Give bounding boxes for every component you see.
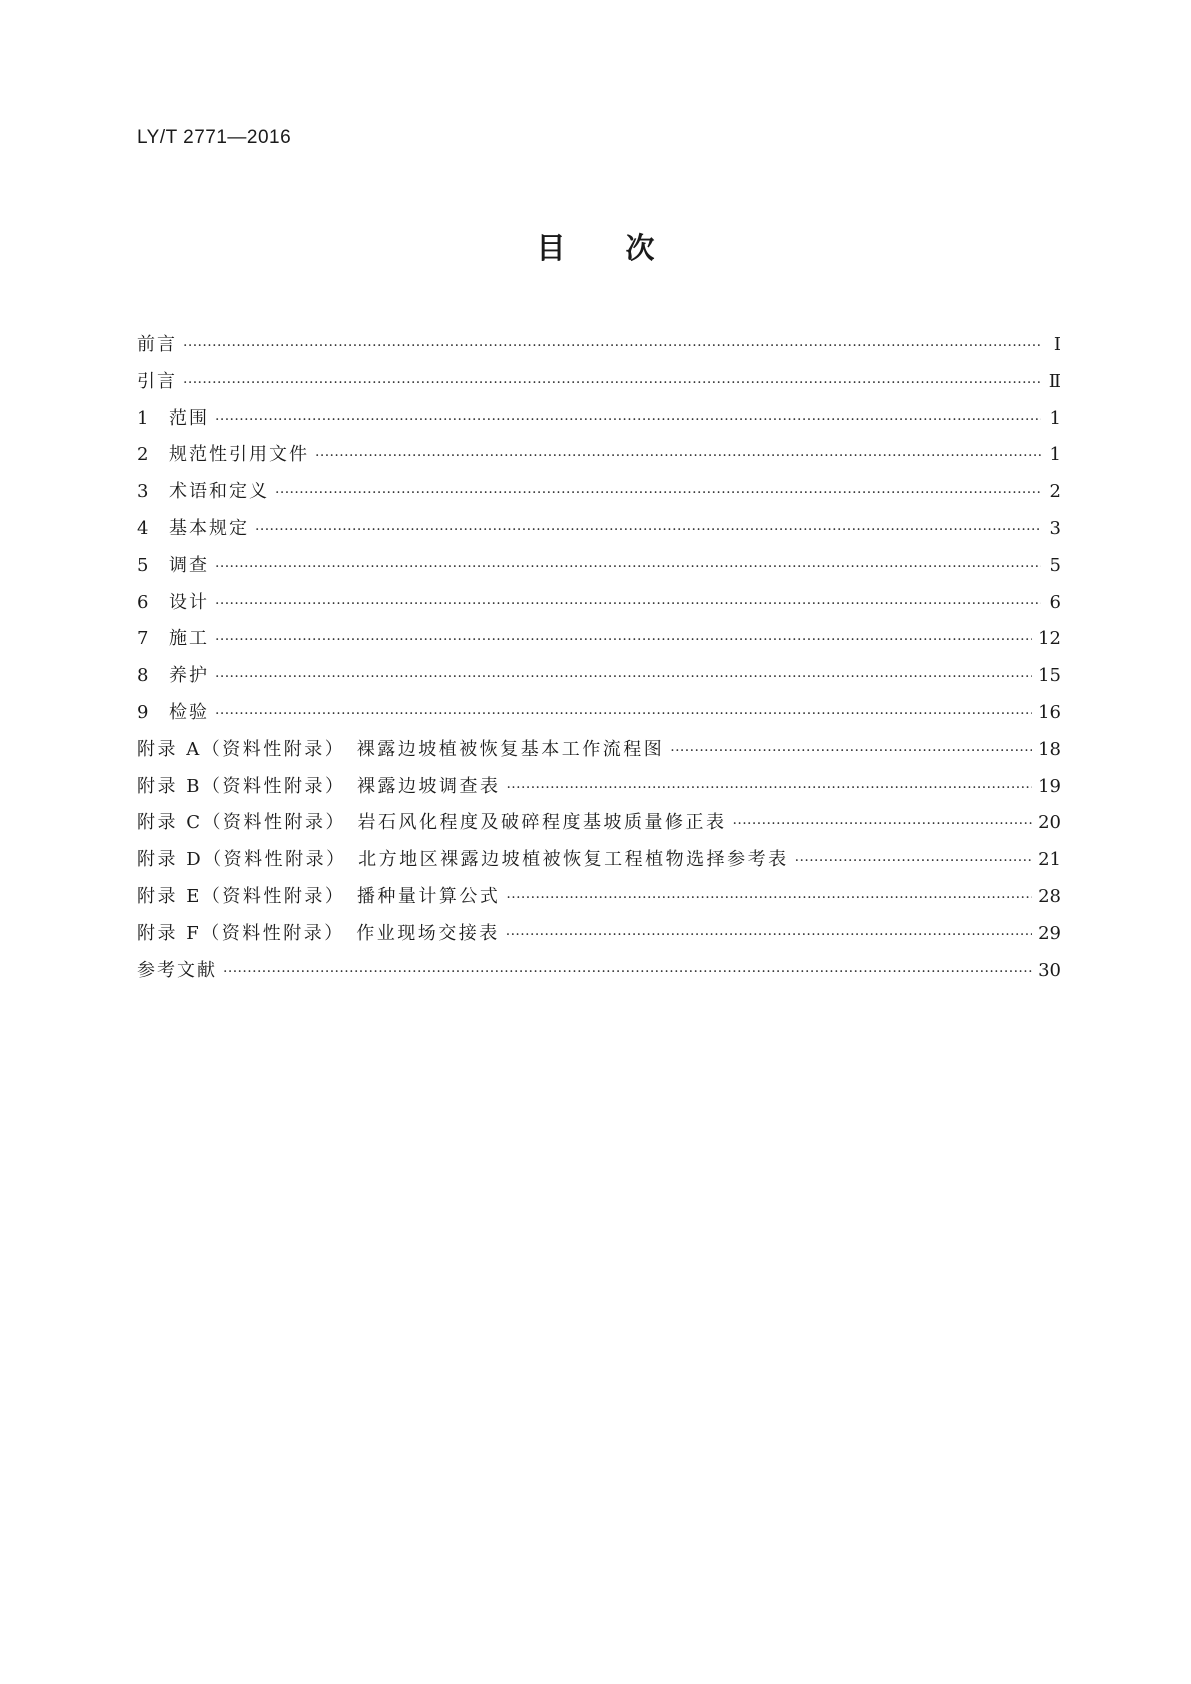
toc-entry-terms-definitions[interactable]: [137, 474, 1061, 511]
toc-entry-normative-references[interactable]: [137, 437, 1061, 474]
toc-entry-page: 1: [1049, 407, 1061, 429]
toc-entry-label: 参考文献: [137, 959, 217, 981]
dot-leader: [315, 438, 1041, 475]
toc-entry-label: 范围: [169, 407, 209, 429]
toc-entry-label: 调查: [169, 554, 209, 576]
toc-entry-annex-c[interactable]: [137, 805, 1061, 842]
dot-leader: [215, 659, 1032, 696]
dot-leader: [506, 880, 1032, 917]
toc-entry-page: 6: [1049, 591, 1061, 613]
toc-entry-scope[interactable]: [137, 401, 1061, 438]
dot-leader: [183, 365, 1041, 402]
toc-entry-page: 30: [1038, 959, 1061, 981]
toc-entry-page: 20: [1038, 812, 1061, 834]
dot-leader: [215, 402, 1041, 439]
toc-entry-annex-f[interactable]: [137, 916, 1061, 953]
toc-entry-inspection[interactable]: [137, 695, 1061, 732]
toc-entry-number: 7: [137, 628, 149, 650]
toc-entry-page: 15: [1038, 665, 1061, 687]
toc-entry-label: 规范性引用文件: [169, 444, 309, 466]
dot-leader: [215, 622, 1032, 659]
toc-entry-number: 3: [137, 481, 149, 503]
dot-leader: [506, 770, 1032, 807]
toc-entry-page: Ⅱ: [1048, 370, 1061, 392]
toc-entry-label: 附录 D（资料性附录） 北方地区裸露边坡植被恢复工程植物选择参考表: [137, 849, 789, 871]
dot-leader: [215, 696, 1032, 733]
toc-entry-label: 附录 F（资料性附录） 作业现场交接表: [137, 922, 500, 944]
toc-entry-label: 引言: [137, 370, 177, 392]
toc-entry-page: Ⅰ: [1053, 334, 1061, 355]
toc-entry-number: 8: [137, 665, 149, 687]
toc-entry-label: 附录 E（资料性附录） 播种量计算公式: [137, 885, 501, 907]
standard-code: LY/T 2771—2016: [137, 127, 292, 148]
toc-entry-bibliography[interactable]: [137, 953, 1061, 990]
dot-leader: [795, 843, 1032, 880]
toc-entry-page: 16: [1038, 701, 1061, 723]
toc-entry-annex-e[interactable]: [137, 879, 1061, 916]
toc-entry-label: 附录 C（资料性附录） 岩石风化程度及破碎程度基坡质量修正表: [137, 812, 727, 834]
toc-entry-page: 19: [1038, 775, 1061, 797]
toc-entry-number: 5: [137, 554, 149, 576]
toc-entry-annex-b[interactable]: [137, 769, 1061, 806]
toc-entry-page: 18: [1038, 738, 1061, 760]
toc-entry-label: 检验: [169, 701, 209, 723]
toc-entry-page: 28: [1038, 885, 1061, 907]
toc-entry-design[interactable]: [137, 585, 1061, 622]
table-of-contents: [137, 327, 1061, 989]
toc-entry-basic-provisions[interactable]: [137, 511, 1061, 548]
toc-entry-foreword[interactable]: [137, 327, 1061, 364]
toc-entry-label: 施工: [169, 628, 209, 650]
toc-entry-label: 基本规定: [169, 517, 249, 539]
toc-entry-label: 设计: [169, 591, 209, 613]
toc-entry-label: 前言: [137, 334, 177, 355]
toc-entry-page: 3: [1049, 517, 1061, 539]
dot-leader: [215, 549, 1041, 586]
toc-entry-number: 2: [137, 444, 149, 466]
page-title: 目次: [536, 231, 715, 265]
toc-entry-page: 21: [1038, 849, 1061, 871]
toc-entry-number: 6: [137, 591, 149, 613]
toc-entry-construction[interactable]: [137, 621, 1061, 658]
toc-entry-annex-d[interactable]: [137, 842, 1061, 879]
dot-leader: [670, 733, 1032, 770]
toc-entry-number: 4: [137, 517, 149, 539]
dot-leader: [223, 954, 1032, 991]
dot-leader: [275, 475, 1041, 512]
toc-entry-annex-a[interactable]: [137, 732, 1061, 769]
toc-entry-page: 2: [1049, 481, 1061, 503]
toc-entry-label: 附录 A（资料性附录） 裸露边坡植被恢复基本工作流程图: [137, 738, 665, 760]
toc-entry-maintenance[interactable]: [137, 658, 1061, 695]
toc-entry-number: 9: [137, 701, 149, 723]
toc-entry-label: 术语和定义: [169, 481, 269, 503]
toc-entry-introduction[interactable]: [137, 364, 1061, 401]
dot-leader: [733, 806, 1033, 843]
toc-entry-page: 29: [1038, 922, 1061, 944]
dot-leader: [215, 586, 1041, 623]
toc-entry-label: 附录 B（资料性附录） 裸露边坡调查表: [137, 775, 501, 797]
dot-leader: [506, 917, 1032, 954]
dot-leader: [255, 512, 1041, 549]
dot-leader: [183, 328, 1041, 365]
toc-entry-page: 1: [1049, 444, 1061, 466]
toc-entry-label: 养护: [169, 665, 209, 687]
toc-entry-page: 12: [1038, 628, 1061, 650]
toc-entry-number: 1: [137, 407, 149, 429]
toc-entry-survey[interactable]: [137, 548, 1061, 585]
toc-entry-page: 5: [1049, 554, 1061, 576]
